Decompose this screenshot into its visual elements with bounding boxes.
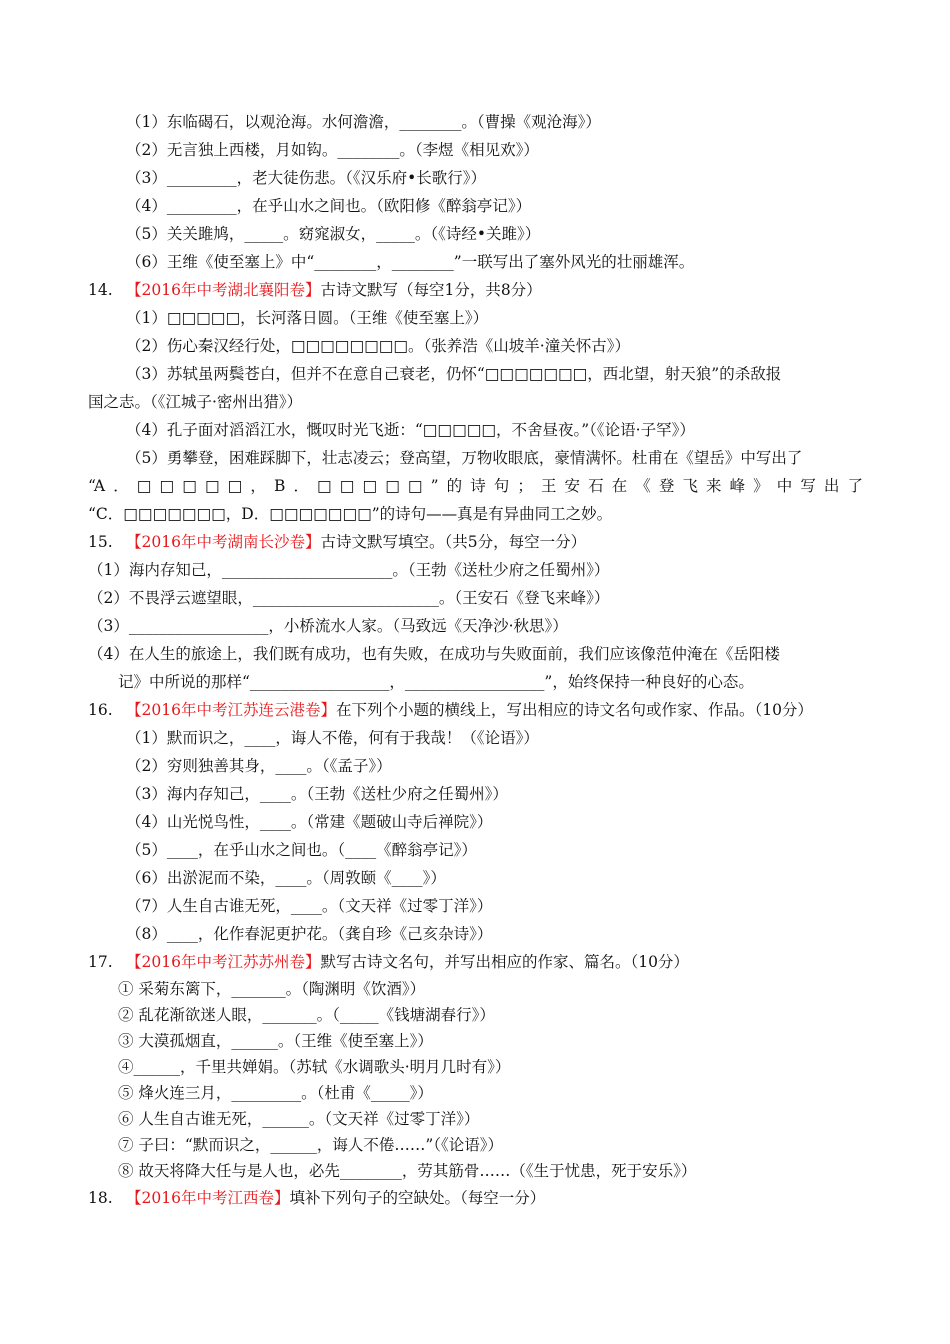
q17-item-6: ⑥ 人生自古谁无死，______。（文天祥《过零丁洋》） [118, 1110, 480, 1128]
q14-item-5-line-2: “A．□□□□□，B．□□□□□”的诗句；王安石在《登飞来峰》中写出了 [88, 477, 863, 495]
q14-number: 14. [88, 281, 113, 299]
q14-heading [88, 276, 863, 304]
q15 [88, 528, 863, 696]
q15-title: 古诗文默写填空。（共5分，每空一分） [320, 533, 587, 551]
q13-item-4: （4）_________，在乎山水之间也。（欧阳修《醉翁亭记》） [126, 197, 532, 215]
q14-item-3-line-2: 国之志。（《江城子·密州出猎》） [88, 393, 303, 411]
q17-item-8: ⑧ 故天将降大任与是人也，必先________，劳其筋骨……（《生于忧患，死于安乐》） [118, 1162, 697, 1180]
q17-source: 【2016年中考江苏苏州卷】 [126, 953, 321, 971]
q14-item-5-line-3: “C．□□□□□□□，D．□□□□□□□”的诗句——真是有异曲同工之妙。 [88, 505, 613, 523]
q18 [88, 1184, 863, 1212]
document-page [88, 108, 863, 1212]
q16-item-8: （8）____，化作春泥更护花。（龚自珍《己亥杂诗》） [126, 925, 493, 943]
q14-source: 【2016年中考湖北襄阳卷】 [126, 281, 321, 299]
q16-item-3: （3）海内存知己，____。（王勃《送杜少府之任蜀州》） [126, 785, 508, 803]
q16-item-7: （7）人生自古谁无死，____。（文天祥《过零丁洋》） [126, 897, 493, 915]
q17 [88, 948, 863, 1184]
q16-title: 在下列个小题的横线上，写出相应的诗文名句或作家、作品。（10分） [335, 701, 813, 719]
q15-item-1: （1）海内存知己，______________________。（王勃《送杜少府之任蜀州》） [88, 561, 610, 579]
q16-item-1: （1）默而识之，____，诲人不倦，何有于我哉！（《论语》） [126, 729, 539, 747]
q14-item-3-line-1: （3）苏轼虽两鬓苍白，但并不在意自己衰老，仍怀“□□□□□□□，西北望，射天狼”的杀敌报 [126, 365, 782, 383]
q14-title: 古诗文默写（每空1分，共8分） [320, 281, 542, 299]
q17-item-7: ⑦ 子曰：“默而识之，______，诲人不倦……”（《论语》） [118, 1136, 504, 1154]
q13-item-5: （5）关关雎鸠，_____。窈窕淑女，_____。（《诗经•关雎》） [126, 225, 541, 243]
q18-heading [88, 1184, 863, 1212]
q13-items [88, 108, 863, 276]
q15-item-4-line-1: （4）在人生的旅途上，我们既有成功，也有失败，在成功与失败面前，我们应该像范仲淹在《岳阳楼 [88, 645, 780, 663]
q14 [88, 276, 863, 528]
q17-item-5: ⑤ 烽火连三月，_________。（杜甫《_____》） [118, 1084, 433, 1102]
q18-title: 填补下列句子的空缺处。（每空一分） [289, 1189, 546, 1207]
q15-heading [88, 528, 863, 556]
q17-item-3: ③ 大漠孤烟直，______。（王维《使至塞上》） [118, 1032, 433, 1050]
q16-item-2: （2）穷则独善其身，____。（《孟子》） [126, 757, 392, 775]
q17-item-4: ④______，千里共婵娟。（苏轼《水调歌头·明月几时有》） [118, 1058, 511, 1076]
q15-number: 15. [88, 533, 113, 551]
q17-number: 17. [88, 953, 113, 971]
q17-heading [88, 948, 863, 976]
q15-item-3: （3）__________________，小桥流水人家。（马致远《天净沙·秋思》） [88, 617, 568, 635]
q13-item-6: （6）王维《使至塞上》中“________，________”一联写出了塞外风光的壮丽雄浑。 [126, 253, 695, 271]
q14-item-1: （1）□□□□□，长河落日圆。（王维《使至塞上》） [126, 309, 489, 327]
q18-source: 【2016年中考江西卷】 [126, 1189, 290, 1207]
q13-item-2: （2）无言独上西楼，月如钩。________。（李煜《相见欢》） [126, 141, 539, 159]
q16-item-6: （6）出淤泥而不染，____。（周敦颐《____》） [126, 869, 446, 887]
q16 [88, 696, 863, 948]
q16-number: 16. [88, 701, 113, 719]
q16-heading [88, 696, 863, 724]
q15-item-2: （2）不畏浮云遮望眼，________________________。（王安石《登飞来峰》） [88, 589, 610, 607]
q14-item-5-line-1: （5）勇攀登，困难踩脚下，壮志凌云；登高望，万物收眼底，豪情满怀。杜甫在《望岳》中写出了 [126, 449, 803, 467]
q13-item-3: （3）_________，老大徒伤悲。（《汉乐府•长歌行》） [126, 169, 487, 187]
q15-source: 【2016年中考湖南长沙卷】 [126, 533, 321, 551]
q16-item-4: （4）山光悦鸟性，____。（常建《题破山寺后禅院》） [126, 813, 493, 831]
q16-item-5: （5）____，在乎山水之间也。（____《醉翁亭记》） [126, 841, 477, 859]
q18-number: 18. [88, 1189, 113, 1207]
q16-source: 【2016年中考江苏连云港卷】 [126, 701, 336, 719]
q17-title: 默写古诗文名句，并写出相应的作家、篇名。（10分） [320, 953, 689, 971]
q17-item-1: ① 采菊东篱下，_______。（陶渊明《饮酒》） [118, 980, 426, 998]
q15-item-4-line-2: 记》中所说的那样“__________________，__________________”，始终保持一种良好的心态。 [118, 673, 754, 691]
q17-item-2: ② 乱花渐欲迷人眼，_______。（_____《钱塘湖春行》） [118, 1006, 495, 1024]
q14-item-4: （4）孔子面对滔滔江水，慨叹时光飞逝：“□□□□□，不舍昼夜。”（《论语·子罕》） [126, 421, 695, 439]
q13-item-1: （1）东临碣石，以观沧海。水何澹澹，________。（曹操《观沧海》） [126, 113, 601, 131]
q14-item-2: （2）伤心秦汉经行处，□□□□□□□□。（张养浩《山坡羊·潼关怀古》） [126, 337, 630, 355]
